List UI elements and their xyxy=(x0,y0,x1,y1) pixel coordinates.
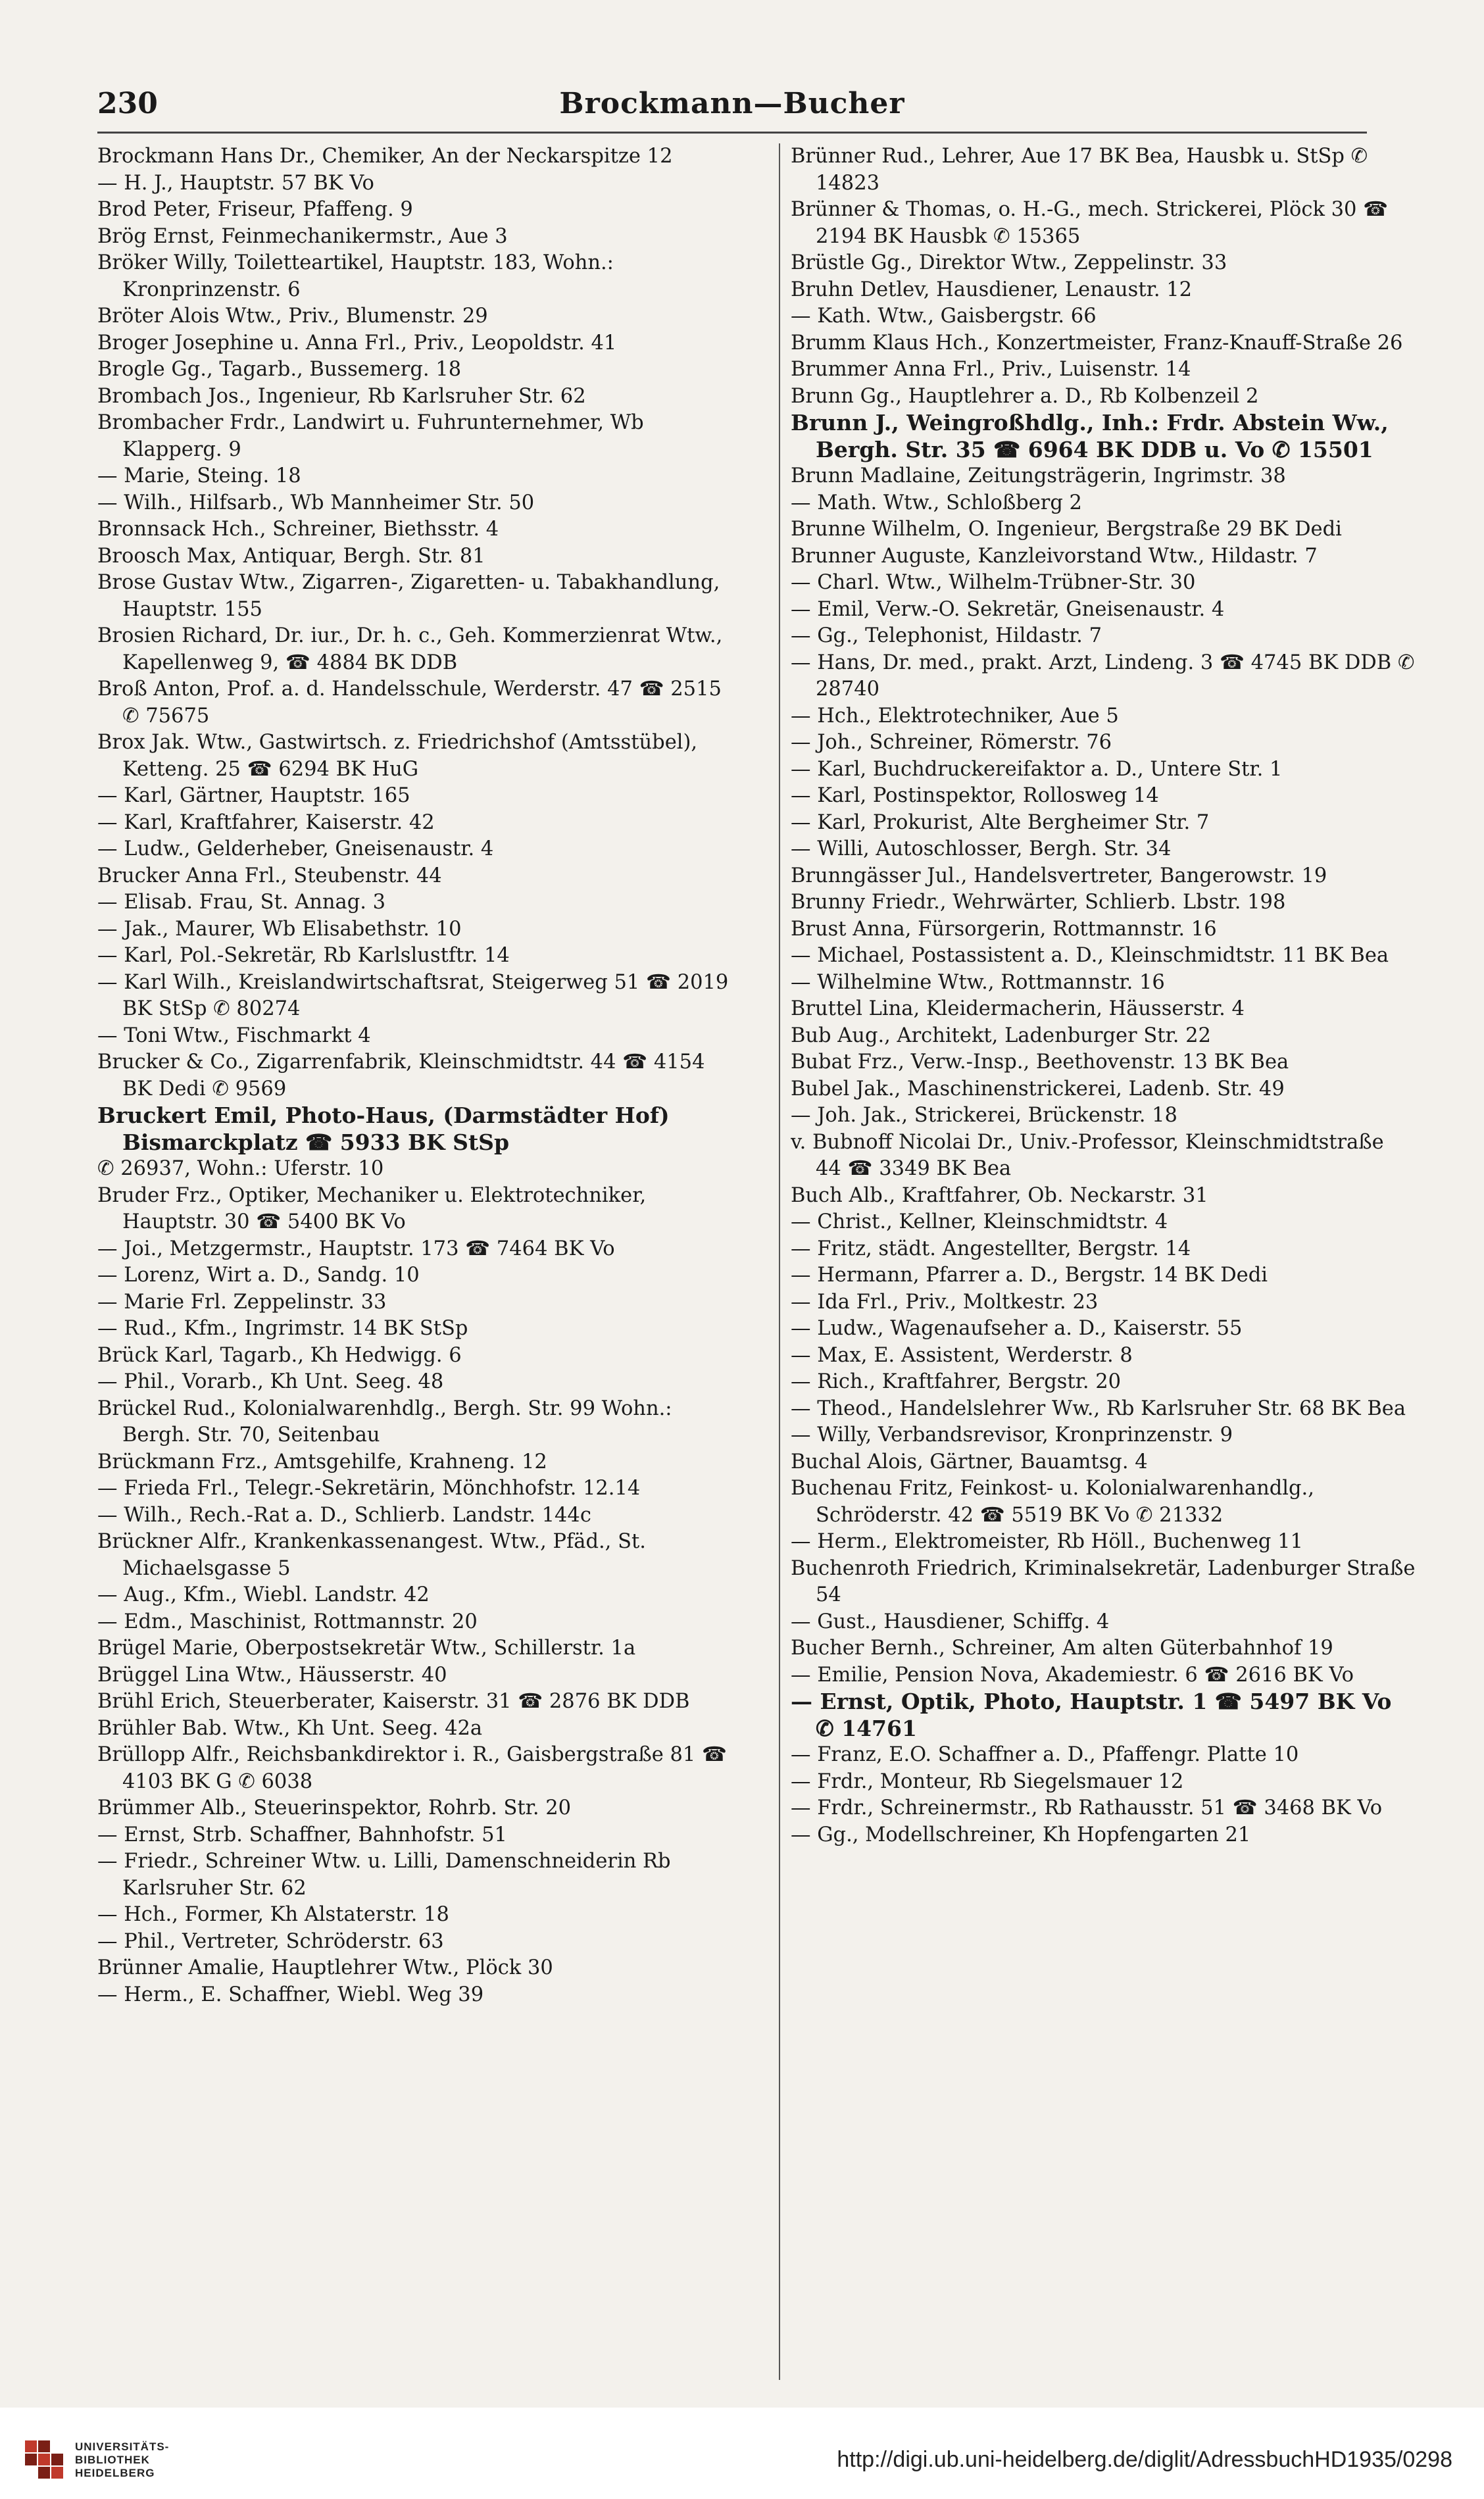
logo-line-1: UNIVERSITÄTS- xyxy=(75,2440,170,2453)
directory-entry: — Kath. Wtw., Gaisbergstr. 66 xyxy=(791,305,1097,328)
directory-entry: — Wilh., Hilfsarb., Wb Mannheimer Str. 50 xyxy=(97,491,535,514)
directory-entry: Brunn Madlaine, Zeitungsträgerin, Ingrimstr. 38 xyxy=(791,464,1286,487)
directory-entry: Brünner & Thomas, o. H.-G., mech. Strickerei, Plöck 30 ☎ 2194 BK Hausbk ✆ 15365 xyxy=(791,198,1389,248)
directory-entry: — Willi, Autoschlosser, Bergh. Str. 34 xyxy=(791,837,1172,860)
directory-entry: — Max, E. Assistent, Werderstr. 8 xyxy=(791,1343,1133,1367)
directory-entry: — Jak., Maurer, Wb Elisabethstr. 10 xyxy=(97,917,462,941)
directory-entry: — Math. Wtw., Schloßberg 2 xyxy=(791,491,1082,514)
directory-entry: — Marie Frl. Zeppelinstr. 33 xyxy=(97,1290,387,1314)
directory-entry: Brunn Gg., Hauptlehrer a. D., Rb Kolbenzeil 2 xyxy=(791,384,1259,408)
directory-entry: — Hch., Elektrotechniker, Aue 5 xyxy=(791,704,1119,728)
directory-entry: — Frieda Frl., Telegr.-Sekretärin, Mönchhofstr. 12.14 xyxy=(97,1477,641,1500)
directory-entry: v. Bubnoff Nicolai Dr., Univ.-Professor, Kleinschmidtstraße 44 ☎ 3349 BK Bea xyxy=(791,1130,1384,1180)
directory-entry: Brummer Anna Frl., Priv., Luisenstr. 14 xyxy=(791,358,1191,381)
directory-entry: — Karl Wilh., Kreislandwirtschaftsrat, Steigerweg 51 ☎ 2019 BK StSp ✆ 80274 xyxy=(97,970,729,1020)
library-logo-icon xyxy=(25,2440,63,2479)
directory-entry: — Karl, Prokurist, Alte Bergheimer Str. 7 xyxy=(791,810,1210,834)
footer xyxy=(0,2408,1484,2499)
directory-entry: — Joi., Metzgermstr., Hauptstr. 173 ☎ 7464 BK Vo xyxy=(97,1237,615,1260)
directory-entry: — Herm., E. Schaffner, Wiebl. Weg 39 xyxy=(97,1983,484,2006)
directory-entry: — Edm., Maschinist, Rottmannstr. 20 xyxy=(97,1610,478,1633)
directory-entry: Bucher Bernh., Schreiner, Am alten Güterbahnhof 19 xyxy=(791,1637,1333,1660)
directory-entry: Bröter Alois Wtw., Priv., Blumenstr. 29 xyxy=(97,305,488,328)
directory-entry: Brückel Rud., Kolonialwarenhdlg., Bergh. Str. 99 Wohn.: Bergh. Str. 70, Seitenbau xyxy=(97,1397,672,1447)
directory-entry: Brombacher Frdr., Landwirt u. Fuhrunternehmer, Wb Klapperg. 9 xyxy=(97,411,644,461)
source-url[interactable]: http://digi.ub.uni-heidelberg.de/diglit/AdressbuchHD1935/0298 xyxy=(837,2447,1452,2472)
directory-entry: — Gg., Modellschreiner, Kh Hopfengarten 21 xyxy=(791,1823,1251,1846)
directory-entry: — Hch., Former, Kh Alstaterstr. 18 xyxy=(97,1903,449,1926)
directory-entry: Brunne Wilhelm, O. Ingenieur, Bergstraße 29 BK Dedi xyxy=(791,518,1342,541)
library-logo-text xyxy=(75,2440,169,2480)
logo-line-3: HEIDELBERG xyxy=(75,2467,155,2479)
directory-entry: — Ludw., Wagenaufseher a. D., Kaiserstr. 55 xyxy=(791,1317,1243,1340)
directory-entry: Brückmann Frz., Amtsgehilfe, Krahneng. 12 xyxy=(97,1450,547,1473)
directory-entry: Brüllopp Alfr., Reichsbankdirektor i. R., Gaisbergstraße 81 ☎ 4103 BK G ✆ 6038 xyxy=(97,1743,728,1793)
directory-entry: Broß Anton, Prof. a. d. Handelsschule, Werderstr. 47 ☎ 2515 ✆ 75675 xyxy=(97,678,722,728)
directory-entry: Brümmer Alb., Steuerinspektor, Rohrb. Str. 20 xyxy=(97,1796,572,1819)
directory-entry: Brunngässer Jul., Handelsvertreter, Bangerowstr. 19 xyxy=(791,864,1327,887)
directory-entry: Brucker & Co., Zigarrenfabrik, Kleinschmidtstr. 44 ☎ 4154 BK Dedi ✆ 9569 xyxy=(97,1051,705,1101)
directory-entry: Bruttel Lina, Kleidermacherin, Häusserstr. 4 xyxy=(791,997,1245,1020)
directory-entry: Brünner Rud., Lehrer, Aue 17 BK Bea, Hausbk u. StSp ✆ 14823 xyxy=(791,145,1368,195)
directory-entry: — Karl, Kraftfahrer, Kaiserstr. 42 xyxy=(97,810,435,834)
directory-entry: — Karl, Buchdruckereifaktor a. D., Untere Str. 1 xyxy=(791,757,1283,781)
directory-entry: Bruder Frz., Optiker, Mechaniker u. Elektrotechniker, Hauptstr. 30 ☎ 5400 BK Vo xyxy=(97,1183,647,1233)
directory-entry: Brod Peter, Friseur, Pfaffeng. 9 xyxy=(97,198,413,221)
directory-entry: — Fritz, städt. Angestellter, Bergstr. 14 xyxy=(791,1237,1191,1260)
directory-entry: Brombach Jos., Ingenieur, Rb Karlsruher Str. 62 xyxy=(97,384,586,408)
directory-entry: Buchal Alois, Gärtner, Bauamtsg. 4 xyxy=(791,1450,1148,1473)
directory-entry: Brüggel Lina Wtw., Häusserstr. 40 xyxy=(97,1663,447,1687)
column-left xyxy=(97,143,729,2380)
directory-entry: — Ludw., Gelderheber, Gneisenaustr. 4 xyxy=(97,837,494,860)
directory-entry: Buch Alb., Kraftfahrer, Ob. Neckarstr. 31 xyxy=(791,1183,1208,1207)
directory-entry: — Rud., Kfm., Ingrimstr. 14 BK StSp xyxy=(97,1317,468,1340)
directory-entry: — Ida Frl., Priv., Moltkestr. 23 xyxy=(791,1290,1099,1314)
directory-entry: — Wilhelmine Wtw., Rottmannstr. 16 xyxy=(791,970,1165,994)
directory-entry: Bub Aug., Architekt, Ladenburger Str. 22 xyxy=(791,1024,1211,1047)
directory-entry: — Frdr., Monteur, Rb Siegelsmauer 12 xyxy=(791,1769,1184,1793)
directory-entry: — Gust., Hausdiener, Schiffg. 4 xyxy=(791,1610,1110,1633)
running-title: Brockmann—Bucher xyxy=(559,87,905,120)
directory-entry: — Joh., Schreiner, Römerstr. 76 xyxy=(791,731,1112,754)
directory-entry: Brosien Richard, Dr. iur., Dr. h. c., Geh. Kommerzienrat Wtw., Kapellenweg 9, ☎ 4884 BK DDB xyxy=(97,624,723,674)
directory-entry: — Rich., Kraftfahrer, Bergstr. 20 xyxy=(791,1370,1122,1393)
directory-entry: — Karl, Pol.-Sekretär, Rb Karlslustftr. 14 xyxy=(97,944,510,967)
directory-entry: Broger Josephine u. Anna Frl., Priv., Leopoldstr. 41 xyxy=(97,331,617,355)
directory-entry: Bröker Willy, Toiletteartikel, Hauptstr. 183, Wohn.: Kronprinzenstr. 6 xyxy=(97,251,614,301)
directory-entry: — Emil, Verw.-O. Sekretär, Gneisenaustr. 4 xyxy=(791,597,1225,621)
directory-entry: Brockmann Hans Dr., Chemiker, An der Neckarspitze 12 xyxy=(97,145,673,168)
directory-entry: Brückner Alfr., Krankenkassenangest. Wtw., Pfäd., St. Michaelsgasse 5 xyxy=(97,1530,646,1580)
directory-entry: Broosch Max, Antiquar, Bergh. Str. 81 xyxy=(97,544,485,568)
directory-entry: — Friedr., Schreiner Wtw. u. Lilli, Damenschneiderin Rb Karlsruher Str. 62 xyxy=(97,1850,671,1900)
directory-entry: Brück Karl, Tagarb., Kh Hedwigg. 6 xyxy=(97,1343,462,1367)
directory-entry: Brög Ernst, Feinmechanikermstr., Aue 3 xyxy=(97,224,508,248)
column-divider xyxy=(779,143,780,2380)
directory-entry: — Theod., Handelslehrer Ww., Rb Karlsruher Str. 68 BK Bea xyxy=(791,1397,1406,1420)
directory-entry: Brust Anna, Fürsorgerin, Rottmannstr. 16 xyxy=(791,917,1217,941)
column-right xyxy=(791,143,1416,2380)
directory-entry: — Ernst, Strb. Schaffner, Bahnhofstr. 51 xyxy=(97,1823,507,1846)
directory-entry: — H. J., Hauptstr. 57 BK Vo xyxy=(97,171,374,195)
directory-entry: Brünner Amalie, Hauptlehrer Wtw., Plöck 30 xyxy=(97,1956,553,1979)
directory-entry: Brumm Klaus Hch., Konzertmeister, Franz-Knauff-Straße 26 xyxy=(791,331,1403,355)
directory-entry: Brühler Bab. Wtw., Kh Unt. Seeg. 42a xyxy=(97,1716,483,1740)
directory-entry: Bruckert Emil, Photo-Haus, (Darmstädter Hof) Bismarckplatz ☎ 5933 BK StSp xyxy=(97,1102,670,1155)
header-rule xyxy=(97,132,1367,134)
directory-entry: Brunn J., Weingroßhdlg., Inh.: Frdr. Abstein Ww., Bergh. Str. 35 ☎ 6964 BK DDB u. Vo ✆ 15501 xyxy=(791,410,1389,462)
directory-entry: — Emilie, Pension Nova, Akademiestr. 6 ☎ 2616 BK Vo xyxy=(791,1663,1354,1687)
directory-entry: Bubel Jak., Maschinenstrickerei, Ladenb. Str. 49 xyxy=(791,1077,1285,1101)
directory-entry: — Frdr., Schreinermstr., Rb Rathausstr. 51 ☎ 3468 BK Vo xyxy=(791,1796,1383,1819)
directory-entry: Bubat Frz., Verw.-Insp., Beethovenstr. 13 BK Bea xyxy=(791,1051,1289,1074)
directory-entry: Bruhn Detlev, Hausdiener, Lenaustr. 12 xyxy=(791,278,1193,301)
directory-entry: — Aug., Kfm., Wiebl. Landstr. 42 xyxy=(97,1583,430,1606)
page-header xyxy=(97,74,1367,126)
directory-entry: Brogle Gg., Tagarb., Bussemerg. 18 xyxy=(97,358,462,381)
directory-entry: Buchenau Fritz, Feinkost- u. Kolonialwarenhandlg., Schröderstr. 42 ☎ 5519 BK Vo ✆ 21332 xyxy=(791,1477,1314,1527)
directory-entry: — Elisab. Frau, St. Annag. 3 xyxy=(97,891,386,914)
directory-entry: — Willy, Verbandsrevisor, Kronprinzenstr. 9 xyxy=(791,1423,1233,1447)
library-logo[interactable] xyxy=(25,2437,216,2483)
directory-entry: Brüstle Gg., Direktor Wtw., Zeppelinstr. 33 xyxy=(791,251,1227,274)
page-number: 230 xyxy=(97,87,158,120)
directory-entry: — Hermann, Pfarrer a. D., Bergstr. 14 BK Dedi xyxy=(791,1264,1268,1287)
directory-entry: — Ernst, Optik, Photo, Hauptstr. 1 ☎ 5497 BK Vo ✆ 14761 xyxy=(791,1689,1392,1741)
directory-entry: — Christ., Kellner, Kleinschmidtstr. 4 xyxy=(791,1210,1168,1233)
directory-entry: — Wilh., Rech.-Rat a. D., Schlierb. Landstr. 144c xyxy=(97,1503,591,1527)
directory-entry: Brunny Friedr., Wehrwärter, Schlierb. Lbstr. 198 xyxy=(791,891,1286,914)
directory-entry: Brunner Auguste, Kanzleivorstand Wtw., Hildastr. 7 xyxy=(791,544,1318,568)
directory-entry: — Phil., Vertreter, Schröderstr. 63 xyxy=(97,1929,444,1953)
directory-entry: — Toni Wtw., Fischmarkt 4 xyxy=(97,1024,371,1047)
directory-entry: — Michael, Postassistent a. D., Kleinschmidtstr. 11 BK Bea xyxy=(791,944,1389,967)
directory-entry: — Karl, Gärtner, Hauptstr. 165 xyxy=(97,784,410,807)
directory-entry: — Hans, Dr. med., prakt. Arzt, Lindeng. 3 ☎ 4745 BK DDB ✆ 28740 xyxy=(791,651,1415,701)
directory-entry: — Karl, Postinspektor, Rollosweg 14 xyxy=(791,784,1159,807)
directory-entry: Brox Jak. Wtw., Gastwirtsch. z. Friedrichshof (Amtsstübel), Ketteng. 25 ☎ 6294 BK HuG xyxy=(97,731,698,781)
directory-entry: Brucker Anna Frl., Steubenstr. 44 xyxy=(97,864,442,887)
directory-entry: — Joh. Jak., Strickerei, Brückenstr. 18 xyxy=(791,1104,1177,1127)
logo-line-2: BIBLIOTHEK xyxy=(75,2454,150,2466)
directory-entry: — Phil., Vorarb., Kh Unt. Seeg. 48 xyxy=(97,1370,444,1393)
directory-entry: — Marie, Steing. 18 xyxy=(97,464,301,487)
directory-entry: Brügel Marie, Oberpostsekretär Wtw., Schillerstr. 1a xyxy=(97,1637,636,1660)
directory-entry: Bronnsack Hch., Schreiner, Biethsstr. 4 xyxy=(97,518,499,541)
directory-entry: — Herm., Elektromeister, Rb Höll., Buchenweg 11 xyxy=(791,1530,1303,1553)
directory-entry: — Gg., Telephonist, Hildastr. 7 xyxy=(791,624,1102,647)
directory-entry: Buchenroth Friedrich, Kriminalsekretär, Ladenburger Straße 54 xyxy=(791,1556,1416,1606)
directory-entry: — Lorenz, Wirt a. D., Sandg. 10 xyxy=(97,1264,420,1287)
directory-entry: Brose Gustav Wtw., Zigarren-, Zigaretten- u. Tabakhandlung, Hauptstr. 155 xyxy=(97,571,720,621)
directory-entry: — Charl. Wtw., Wilhelm-Trübner-Str. 30 xyxy=(791,571,1196,594)
directory-entry: ✆ 26937, Wohn.: Uferstr. 10 xyxy=(97,1157,384,1180)
directory-entry: — Franz, E.O. Schaffner a. D., Pfaffengr. Platte 10 xyxy=(791,1743,1299,1766)
directory-entry: Brühl Erich, Steuerberater, Kaiserstr. 31 ☎ 2876 BK DDB xyxy=(97,1690,690,1713)
